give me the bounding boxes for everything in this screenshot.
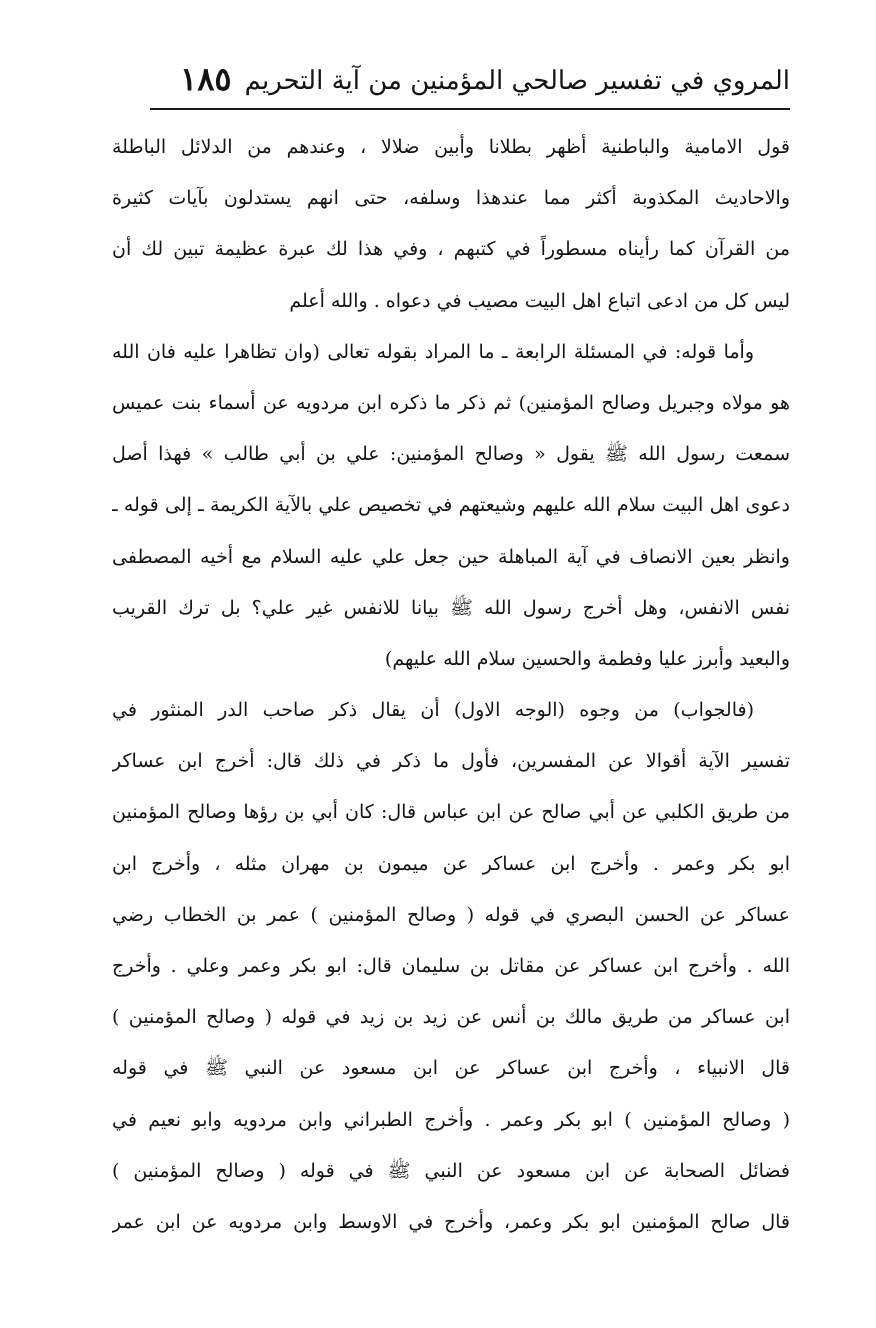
text-line: من طريق الكلبي عن أبي صالح عن ابن عباس قال: كان أبي بن رؤها وصالح المؤمنين bbox=[112, 801, 790, 824]
text-line: نفس الانفس، وهل أخرج رسول الله ﷺ بيانا للانفس غير علي؟ بل ترك القريب bbox=[112, 596, 790, 619]
text-line: وانظر بعين الانصاف في آية المباهلة حين جعل علي عليه السلام مع أخيه المصطفى bbox=[112, 545, 790, 568]
text-line: سمعت رسول الله ﷺ يقول « وصالح المؤمنين: علي بن أبي طالب » فهذا أصل bbox=[112, 443, 790, 466]
body-text bbox=[112, 122, 790, 1248]
text-line: دعوى اهل البيت سلام الله عليهم وشيعتهم في تخصيص علي بالآية الكريمة ـ إلى قوله ـ bbox=[112, 494, 790, 517]
text-line: تفسير الآية أقوالا عن المفسرين، فأول ما ذكر في ذلك قال: أخرج ابن عساكر bbox=[112, 750, 790, 773]
text-line: الله . وأخرج ابن عساكر عن مقاتل بن سليمان قال: ابو بكر وعمر وعلي . وأخرج bbox=[112, 955, 790, 977]
text-line: والاحاديث المكذوبة أكثر مما عندهذا وسلفه، حتى انهم يستدلون بآيات كثيرة bbox=[112, 187, 790, 210]
text-line: من القرآن كما رأيناه مسطوراً في كتبهم ، وفي هذا لك عبرة عظيمة تبين لك أن bbox=[112, 238, 790, 261]
text-line: عساكر عن الحسن البصري في قوله ( وصالح المؤمنين ) عمر بن الخطاب رضي bbox=[112, 903, 790, 926]
text-line: ابو بكر وعمر . وأخرج ابن عساكر عن ميمون بن مهران مثله ، وأخرج ابن bbox=[112, 852, 790, 875]
text-line: فضائل الصحابة عن ابن مسعود عن النبي ﷺ في قوله ( وصالح المؤمنين ) bbox=[112, 1159, 790, 1182]
text-line: قال الانبياء ، وأخرج ابن عساكر عن ابن مسعود عن النبي ﷺ في قوله bbox=[112, 1057, 790, 1080]
header-divider bbox=[150, 108, 790, 110]
text-line: والبعيد وأبرز عليا وفطمة والحسين سلام الله عليهم) bbox=[384, 647, 790, 670]
text-line: ابن عساكر من طريق مالك بن أنس عن زيد بن زيد في قوله ( وصالح المؤمنين ) bbox=[112, 1006, 790, 1029]
text-line: هو مولاه وجبريل وصالح المؤمنين) ثم ذكر ما ذكره ابن مردويه عن أسماء بنت عميس bbox=[112, 391, 790, 414]
running-title: المروي في تفسير صالحي المؤمنين من آية التحريم bbox=[244, 66, 790, 96]
text-line: ليس كل من ادعى اتباع اهل البيت مصيب في دعواه . والله أعلم bbox=[289, 289, 790, 312]
text-line: وأما قوله: في المسئلة الرابعة ـ ما المراد بقوله تعالى (وان تظاهرا عليه فان الله bbox=[112, 340, 754, 363]
page-header bbox=[150, 58, 790, 108]
text-line: قول الامامية والباطنية أظهر بطلانا وأبين ضلالا ، وعندهم من الدلائل الباطلة bbox=[112, 136, 790, 158]
text-line: قال صالح المؤمنين ابو بكر وعمر، وأخرج في الاوسط وابن مردويه عن ابن عمر bbox=[112, 1210, 790, 1233]
page-number: ١٨٥ bbox=[180, 60, 232, 98]
text-line: (فالجواب) من وجوه (الوجه الاول) أن يقال ذكر صاحب الدر المنثور في bbox=[112, 699, 754, 722]
text-line: ( وصالح المؤمنين ) ابو بكر وعمر . وأخرج الطبراني وابن مردويه وابو نعيم في bbox=[112, 1108, 790, 1131]
